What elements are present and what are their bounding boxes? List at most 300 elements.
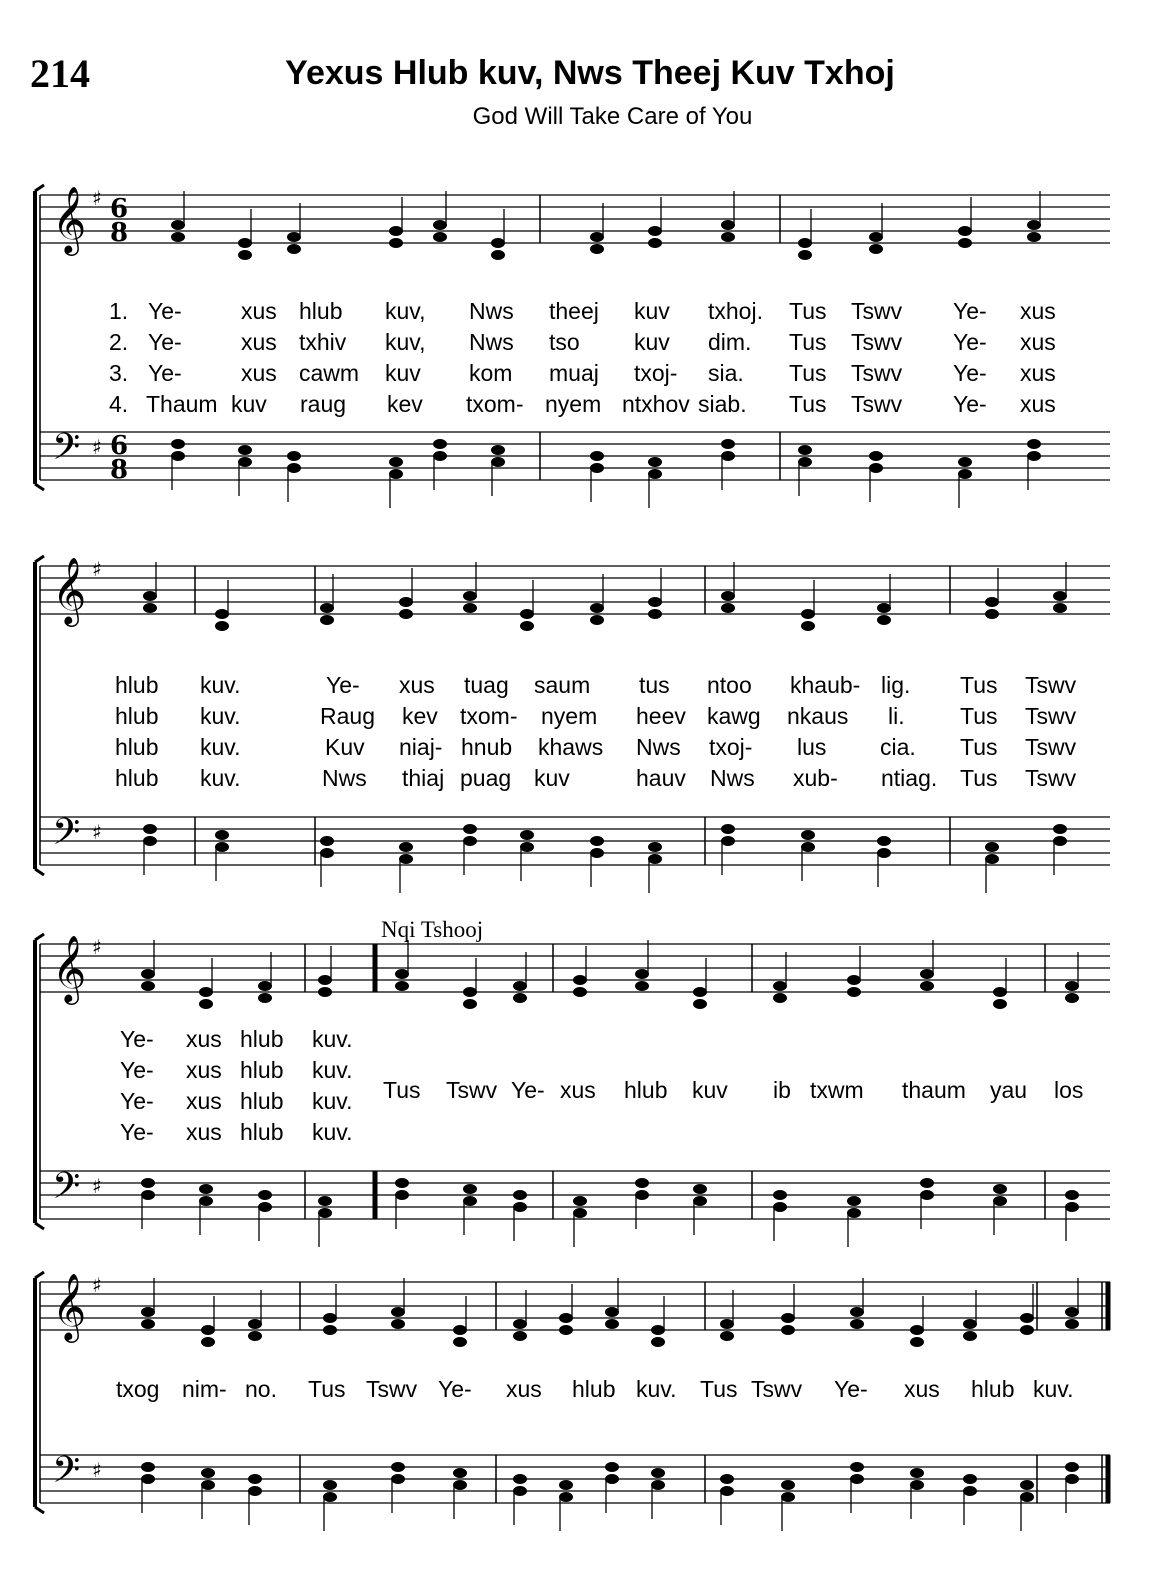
- lyric-syllable: thaum: [902, 1077, 966, 1103]
- note-head: [781, 1480, 795, 1490]
- note-head: [877, 615, 891, 625]
- note-head: [635, 969, 649, 979]
- lyric-syllable: Tus: [789, 360, 827, 386]
- note-head: [238, 457, 252, 467]
- system-bracket: [35, 869, 44, 875]
- note-head: [399, 609, 413, 619]
- note-head: [985, 842, 999, 852]
- note-head: [773, 1202, 787, 1212]
- sharp-sign: ♯: [92, 186, 102, 210]
- note-head: [1053, 591, 1067, 601]
- note-head: [258, 1190, 272, 1200]
- note-head: [323, 1480, 337, 1490]
- note-head: [850, 1307, 864, 1317]
- note-head: [590, 836, 604, 846]
- sharp-sign: ♯: [92, 820, 102, 844]
- note-head: [433, 232, 447, 242]
- note-head: [238, 238, 252, 248]
- note-head: [491, 457, 505, 467]
- note-head: [801, 842, 815, 852]
- lyric-syllable: hlub: [115, 765, 159, 791]
- note-head: [869, 232, 883, 242]
- lyric-syllable: Ye-: [834, 1376, 868, 1402]
- note-head: [877, 603, 891, 613]
- note-head: [1053, 603, 1067, 613]
- lyric-syllable: Nws: [710, 765, 755, 791]
- lyric-syllable: heev: [636, 703, 686, 729]
- note-head: [463, 999, 477, 1009]
- note-head: [491, 250, 505, 260]
- note-head: [513, 993, 527, 1003]
- note-head: [1065, 1462, 1079, 1472]
- note-head: [199, 1196, 213, 1206]
- lyric-syllable: xus: [186, 1057, 222, 1083]
- lyric-syllable: thiaj: [402, 765, 445, 791]
- lyric-syllable: kuv.: [312, 1119, 353, 1145]
- note-head: [798, 445, 812, 455]
- note-head: [648, 854, 662, 864]
- note-head: [773, 1190, 787, 1200]
- note-head: [453, 1468, 467, 1478]
- lyric-syllable: Ye-: [120, 1119, 154, 1145]
- note-head: [573, 975, 587, 985]
- note-head: [463, 987, 477, 997]
- sharp-sign: ♯: [92, 1174, 102, 1198]
- note-head: [773, 993, 787, 1003]
- note-head: [847, 987, 861, 997]
- lyric-syllable: siab.: [698, 391, 747, 417]
- verse-number: 1.: [109, 298, 129, 324]
- lyric-syllable: kev: [402, 703, 438, 729]
- note-head: [721, 451, 735, 461]
- lyric-syllable: Tus: [960, 734, 998, 760]
- lyric-syllable: Nws: [322, 765, 367, 791]
- note-head: [648, 842, 662, 852]
- note-head: [801, 621, 815, 631]
- note-head: [590, 244, 604, 254]
- treble-clef: 𝄞: [52, 556, 87, 624]
- lyric-syllable: xus: [1020, 298, 1056, 324]
- note-head: [573, 987, 587, 997]
- note-head: [781, 1492, 795, 1502]
- note-head: [201, 1325, 215, 1335]
- note-head: [248, 1486, 262, 1496]
- note-head: [1027, 232, 1041, 242]
- note-head: [453, 1325, 467, 1335]
- lyric-syllable: tso: [549, 329, 580, 355]
- lyric-syllable: kuv: [534, 765, 570, 791]
- lyric-syllable: kev: [387, 391, 423, 417]
- lyric-syllable: Tus: [789, 329, 827, 355]
- lyric-syllable: tus: [639, 672, 670, 698]
- note-head: [985, 609, 999, 619]
- note-head: [720, 1319, 734, 1329]
- note-head: [798, 250, 812, 260]
- note-head: [958, 226, 972, 236]
- note-head: [1065, 1474, 1079, 1484]
- note-head: [721, 836, 735, 846]
- sharp-sign: ♯: [92, 557, 102, 581]
- lyric-syllable: kuv.: [200, 672, 241, 698]
- lyric-syllable: hlub: [115, 734, 159, 760]
- note-head: [143, 591, 157, 601]
- lyric-syllable: xus: [241, 360, 277, 386]
- system-bracket: [35, 1272, 44, 1278]
- note-head: [635, 1190, 649, 1200]
- lyric-syllable: Ye-: [148, 298, 182, 324]
- lyric-syllable: kuv.: [200, 703, 241, 729]
- note-head: [605, 1307, 619, 1317]
- lyric-syllable: Tus: [383, 1077, 421, 1103]
- lyric-syllable: Tus: [960, 765, 998, 791]
- lyric-syllable: Nws: [636, 734, 681, 760]
- bass-clef: 𝄢: [52, 1449, 81, 1500]
- lyric-syllable: Ye-: [438, 1376, 472, 1402]
- note-head: [463, 824, 477, 834]
- note-head: [721, 220, 735, 230]
- note-head: [143, 603, 157, 613]
- note-head: [463, 591, 477, 601]
- lyric-syllable: puag: [460, 765, 512, 791]
- note-head: [798, 457, 812, 467]
- lyric-syllable: Ye-: [120, 1026, 154, 1052]
- lyric-syllable: txom-: [466, 391, 524, 417]
- note-head: [993, 999, 1007, 1009]
- note-head: [1027, 451, 1041, 461]
- lyric-syllable: hlub: [572, 1376, 616, 1402]
- lyric-syllable: ntiag.: [881, 765, 938, 791]
- lyric-syllable: kuv.: [200, 765, 241, 791]
- note-head: [463, 603, 477, 613]
- note-head: [201, 1337, 215, 1347]
- note-head: [573, 1196, 587, 1206]
- note-head: [590, 603, 604, 613]
- lyric-syllable: Tswv: [1025, 765, 1077, 791]
- lyric-syllable: Thaum: [146, 391, 218, 417]
- note-head: [491, 445, 505, 455]
- note-head: [869, 244, 883, 254]
- lyric-syllable: kuv,: [385, 329, 426, 355]
- lyric-syllable: xus: [1020, 391, 1056, 417]
- lyric-syllable: xub-: [793, 765, 838, 791]
- note-head: [1065, 1190, 1079, 1200]
- lyric-syllable: xus: [186, 1026, 222, 1052]
- lyric-syllable: Tus: [308, 1376, 346, 1402]
- time-signature-bottom: 8: [110, 218, 129, 248]
- note-head: [463, 836, 477, 846]
- lyric-syllable: Ye-: [953, 360, 987, 386]
- system-bracket: [35, 185, 44, 191]
- lyric-syllable: hnub: [461, 734, 513, 760]
- note-head: [920, 1190, 934, 1200]
- note-head: [985, 854, 999, 864]
- note-head: [258, 993, 272, 1003]
- lyric-syllable: saum: [534, 672, 591, 698]
- time-signature-top: 6: [110, 431, 129, 461]
- system-bracket: [35, 1507, 44, 1513]
- lyric-syllable: no.: [245, 1376, 277, 1402]
- note-head: [520, 842, 534, 852]
- lyric-syllable: kuv.: [1033, 1376, 1074, 1402]
- note-head: [1053, 824, 1067, 834]
- lyric-syllable: xus: [560, 1077, 596, 1103]
- note-head: [850, 1474, 864, 1484]
- note-head: [958, 457, 972, 467]
- note-head: [391, 1462, 405, 1472]
- lyric-syllable: Tus: [700, 1376, 738, 1402]
- lyric-syllable: Tus: [789, 391, 827, 417]
- note-head: [258, 1202, 272, 1212]
- note-head: [958, 469, 972, 479]
- note-head: [463, 1184, 477, 1194]
- sharp-sign: ♯: [92, 1458, 102, 1482]
- note-head: [721, 603, 735, 613]
- note-head: [389, 457, 403, 467]
- note-head: [648, 609, 662, 619]
- note-head: [513, 1319, 527, 1329]
- lyric-syllable: Ye-: [953, 329, 987, 355]
- note-head: [648, 597, 662, 607]
- hymn-number: 214: [30, 51, 90, 96]
- lyric-syllable: tuag: [464, 672, 509, 698]
- note-head: [287, 244, 301, 254]
- lyric-syllable: hlub: [971, 1376, 1015, 1402]
- note-head: [910, 1480, 924, 1490]
- lyric-syllable: ntoo: [707, 672, 752, 698]
- note-head: [248, 1331, 262, 1341]
- note-head: [1027, 439, 1041, 449]
- system-bracket: [35, 934, 44, 940]
- lyric-syllable: Ye-: [953, 391, 987, 417]
- note-head: [910, 1337, 924, 1347]
- note-head: [693, 1196, 707, 1206]
- lyric-syllable: Tus: [960, 672, 998, 698]
- verse-number: 4.: [109, 391, 129, 417]
- note-head: [238, 250, 252, 260]
- hymn-title: Yexus Hlub kuv, Nws Theej Kuv Txhoj: [285, 54, 895, 92]
- note-head: [520, 621, 534, 631]
- time-signature-bottom: 8: [110, 455, 129, 485]
- note-head: [201, 1480, 215, 1490]
- lyric-syllable: Tswv: [1025, 672, 1077, 698]
- lyric-syllable: Ye-: [148, 329, 182, 355]
- note-head: [985, 597, 999, 607]
- lyric-syllable: sia.: [708, 360, 744, 386]
- lyric-syllable: hlub: [624, 1077, 668, 1103]
- note-head: [651, 1325, 665, 1335]
- note-head: [201, 1468, 215, 1478]
- lyric-syllable: los: [1054, 1077, 1084, 1103]
- note-head: [395, 1178, 409, 1188]
- treble-clef: 𝄞: [52, 185, 87, 253]
- lyric-syllable: xus: [1020, 329, 1056, 355]
- lyric-syllable: nyem: [545, 391, 602, 417]
- lyric-syllable: hlub: [115, 672, 159, 698]
- note-head: [590, 451, 604, 461]
- note-head: [320, 848, 334, 858]
- lyric-syllable: txog: [116, 1376, 160, 1402]
- note-head: [399, 597, 413, 607]
- lyric-syllable: Tswv: [851, 329, 903, 355]
- lyric-syllable: hauv: [636, 765, 686, 791]
- note-head: [801, 830, 815, 840]
- verse-number: 2.: [109, 329, 129, 355]
- lyric-syllable: txhiv: [299, 329, 347, 355]
- note-head: [391, 1307, 405, 1317]
- note-head: [141, 1178, 155, 1188]
- note-head: [258, 981, 272, 991]
- lyric-syllable: Tswv: [851, 391, 903, 417]
- note-head: [1027, 220, 1041, 230]
- note-head: [993, 1184, 1007, 1194]
- note-head: [850, 1462, 864, 1472]
- note-head: [693, 987, 707, 997]
- lyric-syllable: hlub: [240, 1026, 284, 1052]
- note-head: [463, 1196, 477, 1206]
- note-head: [920, 969, 934, 979]
- lyric-syllable: Tswv: [751, 1376, 803, 1402]
- lyric-syllable: Ye-: [326, 672, 360, 698]
- note-head: [513, 1474, 527, 1484]
- note-head: [141, 1319, 155, 1329]
- note-head: [910, 1468, 924, 1478]
- note-head: [559, 1492, 573, 1502]
- note-head: [693, 1184, 707, 1194]
- note-head: [850, 1319, 864, 1329]
- bass-clef: 𝄢: [52, 426, 81, 477]
- bass-clef: 𝄢: [52, 1165, 81, 1216]
- note-head: [847, 1196, 861, 1206]
- lyric-syllable: kuv: [231, 391, 267, 417]
- note-head: [141, 1462, 155, 1472]
- note-head: [559, 1325, 573, 1335]
- lyric-syllable: txwm: [810, 1077, 864, 1103]
- note-head: [590, 463, 604, 473]
- note-head: [318, 975, 332, 985]
- note-head: [877, 836, 891, 846]
- note-head: [920, 1178, 934, 1188]
- note-head: [491, 238, 505, 248]
- bass-clef: 𝄢: [52, 811, 81, 862]
- note-head: [287, 451, 301, 461]
- lyric-syllable: hlub: [240, 1119, 284, 1145]
- note-head: [389, 238, 403, 248]
- note-head: [399, 854, 413, 864]
- lyric-syllable: kuv,: [385, 298, 426, 324]
- note-head: [141, 1474, 155, 1484]
- lyric-syllable: nkaus: [787, 703, 849, 729]
- lyric-syllable: Ye-: [120, 1088, 154, 1114]
- lyric-syllable: Ye-: [120, 1057, 154, 1083]
- note-head: [651, 1468, 665, 1478]
- sharp-sign: ♯: [92, 435, 102, 459]
- lyric-syllable: xus: [241, 298, 277, 324]
- note-head: [721, 439, 735, 449]
- lyric-syllable: Nws: [469, 329, 514, 355]
- lyric-syllable: Ye-: [148, 360, 182, 386]
- treble-clef: 𝄞: [52, 934, 87, 1002]
- lyric-syllable: khaub-: [790, 672, 861, 698]
- verse-number: 3.: [109, 360, 129, 386]
- lyric-syllable: niaj-: [399, 734, 443, 760]
- lyric-syllable: kom: [469, 360, 513, 386]
- lyric-syllable: Tswv: [851, 360, 903, 386]
- note-head: [395, 1190, 409, 1200]
- note-head: [141, 981, 155, 991]
- note-head: [171, 451, 185, 461]
- note-head: [781, 1313, 795, 1323]
- note-head: [693, 999, 707, 1009]
- note-head: [648, 226, 662, 236]
- note-head: [635, 1178, 649, 1188]
- note-head: [605, 1462, 619, 1472]
- note-head: [520, 609, 534, 619]
- lyric-syllable: txoj-: [709, 734, 753, 760]
- treble-clef: 𝄞: [52, 1272, 87, 1340]
- lyric-syllable: Tswv: [851, 298, 903, 324]
- refrain-label: Nqi Tshooj: [381, 917, 484, 942]
- note-head: [721, 591, 735, 601]
- hymn-subtitle: God Will Take Care of You: [472, 103, 753, 130]
- note-head: [720, 1474, 734, 1484]
- lyric-syllable: txhoj.: [708, 298, 763, 324]
- note-head: [215, 609, 229, 619]
- note-head: [141, 1307, 155, 1317]
- lyric-syllable: kuv.: [312, 1088, 353, 1114]
- note-head: [605, 1319, 619, 1329]
- note-head: [171, 439, 185, 449]
- system-bracket: [35, 1223, 44, 1229]
- lyric-syllable: kuv: [634, 298, 670, 324]
- note-head: [391, 1474, 405, 1484]
- note-head: [801, 609, 815, 619]
- lyric-syllable: xus: [186, 1119, 222, 1145]
- lyric-syllable: khaws: [538, 734, 604, 760]
- note-head: [513, 1190, 527, 1200]
- note-head: [320, 603, 334, 613]
- note-head: [847, 1208, 861, 1218]
- lyric-syllable: muaj: [549, 360, 599, 386]
- lyric-syllable: Tswv: [1025, 703, 1077, 729]
- note-head: [963, 1486, 977, 1496]
- lyric-syllable: lus: [797, 734, 827, 760]
- lyric-syllable: yau: [990, 1077, 1028, 1103]
- note-head: [648, 238, 662, 248]
- lyric-syllable: Nws: [469, 298, 514, 324]
- time-signature-top: 6: [110, 194, 129, 224]
- note-head: [1065, 1202, 1079, 1212]
- note-head: [773, 981, 787, 991]
- lyric-syllable: Tus: [789, 298, 827, 324]
- note-head: [798, 238, 812, 248]
- note-head: [171, 220, 185, 230]
- lyric-syllable: dim.: [708, 329, 752, 355]
- lyric-syllable: nim-: [182, 1376, 227, 1402]
- note-head: [318, 1196, 332, 1206]
- note-head: [781, 1325, 795, 1335]
- lyric-syllable: cia.: [880, 734, 916, 760]
- note-head: [869, 451, 883, 461]
- note-head: [590, 615, 604, 625]
- lyric-syllable: xus: [241, 329, 277, 355]
- note-head: [720, 1331, 734, 1341]
- lyric-syllable: nyem: [541, 703, 598, 729]
- note-head: [287, 463, 301, 473]
- note-head: [910, 1325, 924, 1335]
- lyric-syllable: xus: [506, 1376, 542, 1402]
- note-head: [389, 469, 403, 479]
- note-head: [320, 836, 334, 846]
